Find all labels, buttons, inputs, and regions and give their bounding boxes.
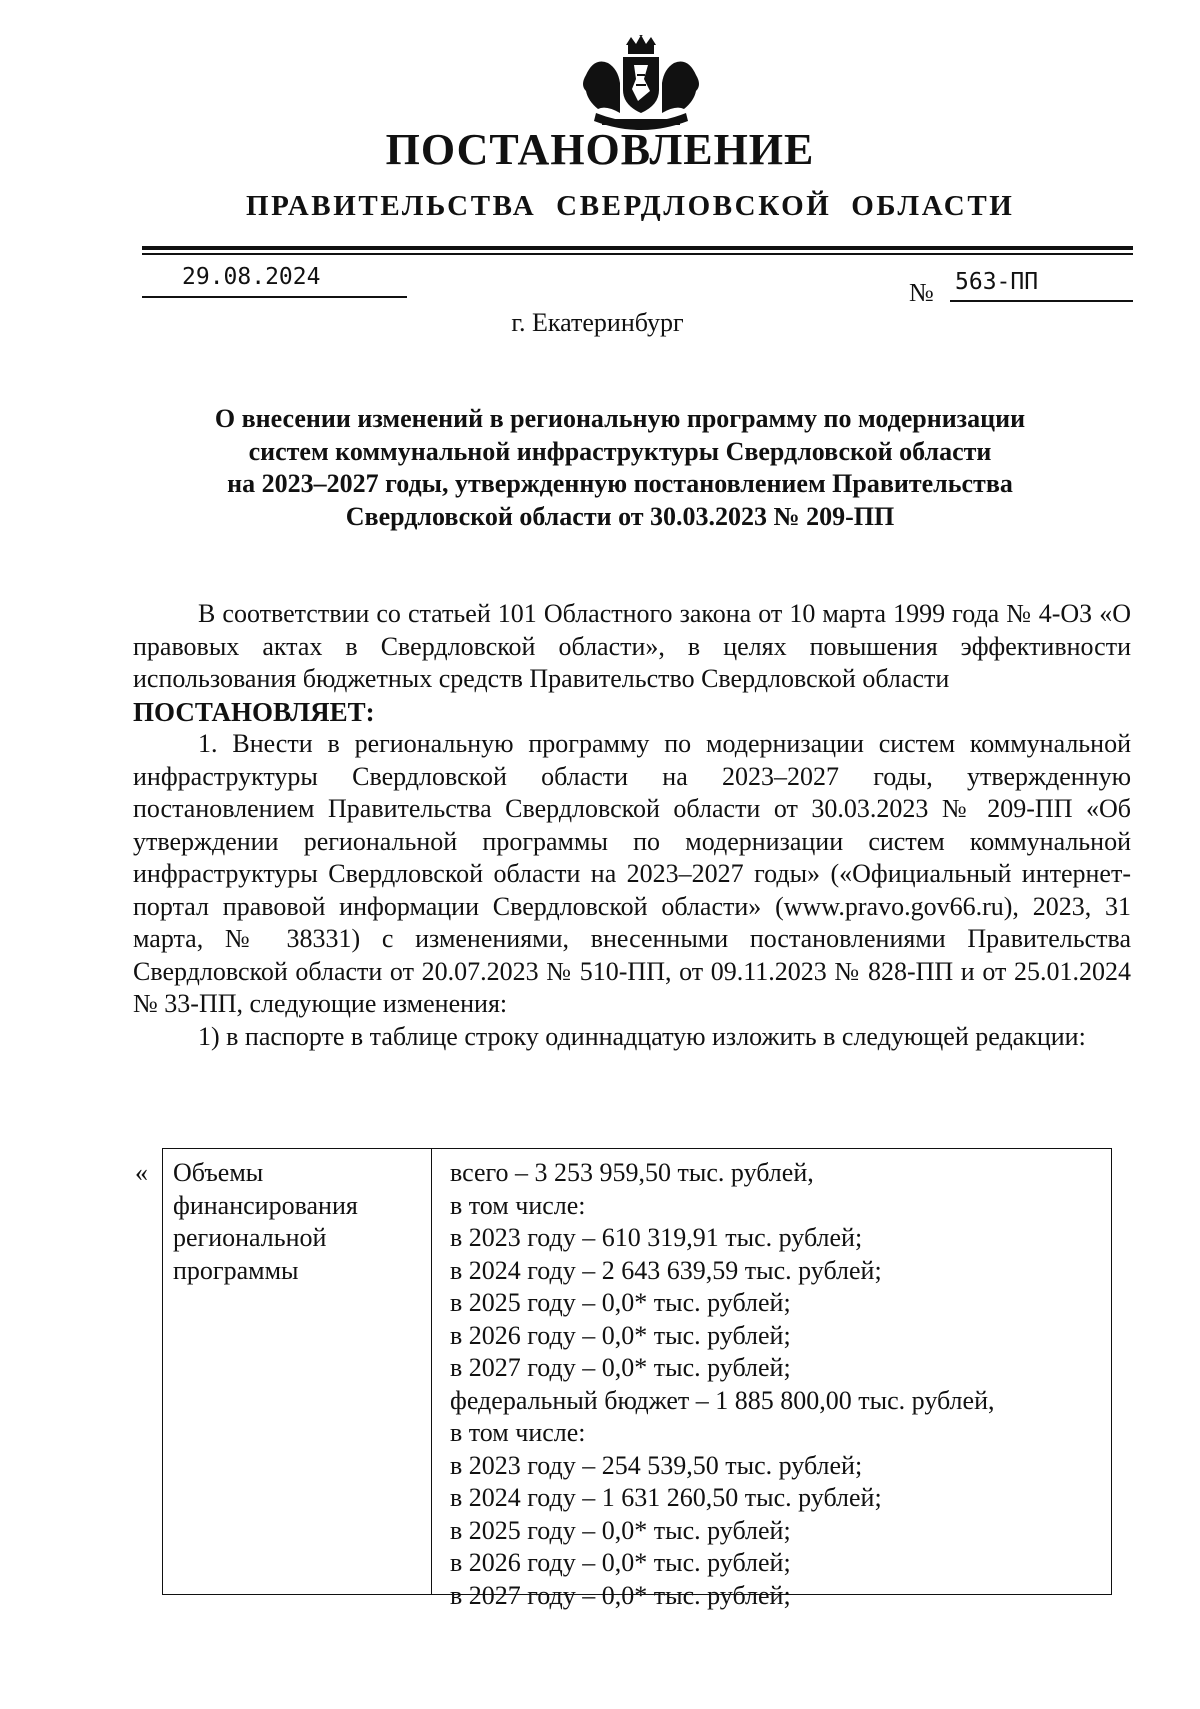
table-cell-label xyxy=(173,1157,423,1287)
heading-line: на 2023–2027 годы, утвержденную постановлением Правительства xyxy=(227,469,1013,498)
value-line: в 2025 году – 0,0* тыс. рублей; xyxy=(450,1288,791,1317)
document-title: ПОСТАНОВЛЕНИЕ xyxy=(385,125,815,174)
heading-line: О внесении изменений в региональную программу по модернизации xyxy=(214,404,1026,433)
document-date: 29.08.2024 xyxy=(182,264,321,290)
label-line: региональной xyxy=(173,1223,327,1252)
header-rule-thick xyxy=(142,246,1133,250)
table-cell-values xyxy=(450,1157,1100,1612)
decree-word: ПОСТАНОВЛЯЕТ: xyxy=(133,696,375,727)
item-1-paragraph: 1. Внести в региональную программу по модернизации систем коммунальной инфраструктуры Свердловской области на 2023–2027 годы, утвержденную постановлением Правительства Свердловской области от 30.03.2023 № 209-ПП «Об утверждении региональной программы по модернизации систем коммунальной инфраструктуры Свердловской области на 2023–2027 годы» («Официальный интернет-портал правовой информации Свердловской области» (www.pravo.gov66.ru), 2023, 31 марта, № 38331) с изменениями, внесенными постановлениями Правительства Свердловской области от 20.07.2023 № 510-ПП, от 09.11.2023 № 828-ПП и от 25.01.2024 № 33-ПП, следующие изменения: xyxy=(133,729,1131,1018)
value-line: федеральный бюджет – 1 885 800,00 тыс. рублей, xyxy=(450,1385,995,1415)
document-body xyxy=(133,598,1131,1053)
value-line: в 2026 году – 0,0* тыс. рублей; xyxy=(450,1548,791,1577)
date-underline xyxy=(142,296,407,298)
number-underline xyxy=(950,300,1133,302)
value-line: в том числе: xyxy=(450,1418,586,1447)
document-subtitle: ПРАВИТЕЛЬСТВА СВЕРДЛОВСКОЙ ОБЛАСТИ xyxy=(246,190,1015,222)
table-column-divider xyxy=(431,1149,432,1594)
value-line: в 2023 году – 254 539,50 тыс. рублей; xyxy=(450,1450,863,1480)
preamble-paragraph: В соответствии со статьей 101 Областного закона от 10 марта 1999 года № 4-ОЗ «О правовых актах в Свердловской области», в целях повышения эффективности использования бюджетных средств Правительство Свердловской области xyxy=(133,599,1131,693)
coat-of-arms-emblem xyxy=(576,35,706,135)
value-line: в 2026 году – 0,0* тыс. рублей; xyxy=(450,1320,791,1350)
value-line: в 2025 году – 0,0* тыс. рублей; xyxy=(450,1515,791,1545)
value-line: в 2027 году – 0,0* тыс. рублей; xyxy=(450,1580,791,1610)
value-line: в 2023 году – 610 319,91 тыс. рублей; xyxy=(450,1223,863,1252)
value-line: в 2024 году – 2 643 639,59 тыс. рублей; xyxy=(450,1255,882,1285)
label-line: Объемы xyxy=(173,1158,264,1187)
opening-quote-mark: « xyxy=(135,1158,148,1187)
document-number: 563-ПП xyxy=(955,269,1039,295)
label-line: программы xyxy=(173,1255,299,1285)
label-line: финансирования xyxy=(173,1190,358,1220)
value-line: всего – 3 253 959,50 тыс. рублей, xyxy=(450,1158,814,1187)
heading-line: систем коммунальной инфраструктуры Свердловской области xyxy=(248,436,992,466)
number-sign: № xyxy=(909,278,934,307)
value-line: в 2027 году – 0,0* тыс. рублей; xyxy=(450,1353,791,1382)
document-city: г. Екатеринбург xyxy=(511,308,684,337)
heading-line: Свердловской области от 30.03.2023 № 209-ПП xyxy=(345,501,895,531)
item-1-1-paragraph: 1) в паспорте в таблице строку одиннадцатую изложить в следующей редакции: xyxy=(198,1021,1086,1051)
passport-table-row xyxy=(162,1148,1112,1610)
value-line: в том числе: xyxy=(450,1190,586,1220)
header-rule-thin xyxy=(142,253,1133,255)
document-heading xyxy=(150,403,1090,533)
value-line: в 2024 году – 1 631 260,50 тыс. рублей; xyxy=(450,1483,882,1512)
